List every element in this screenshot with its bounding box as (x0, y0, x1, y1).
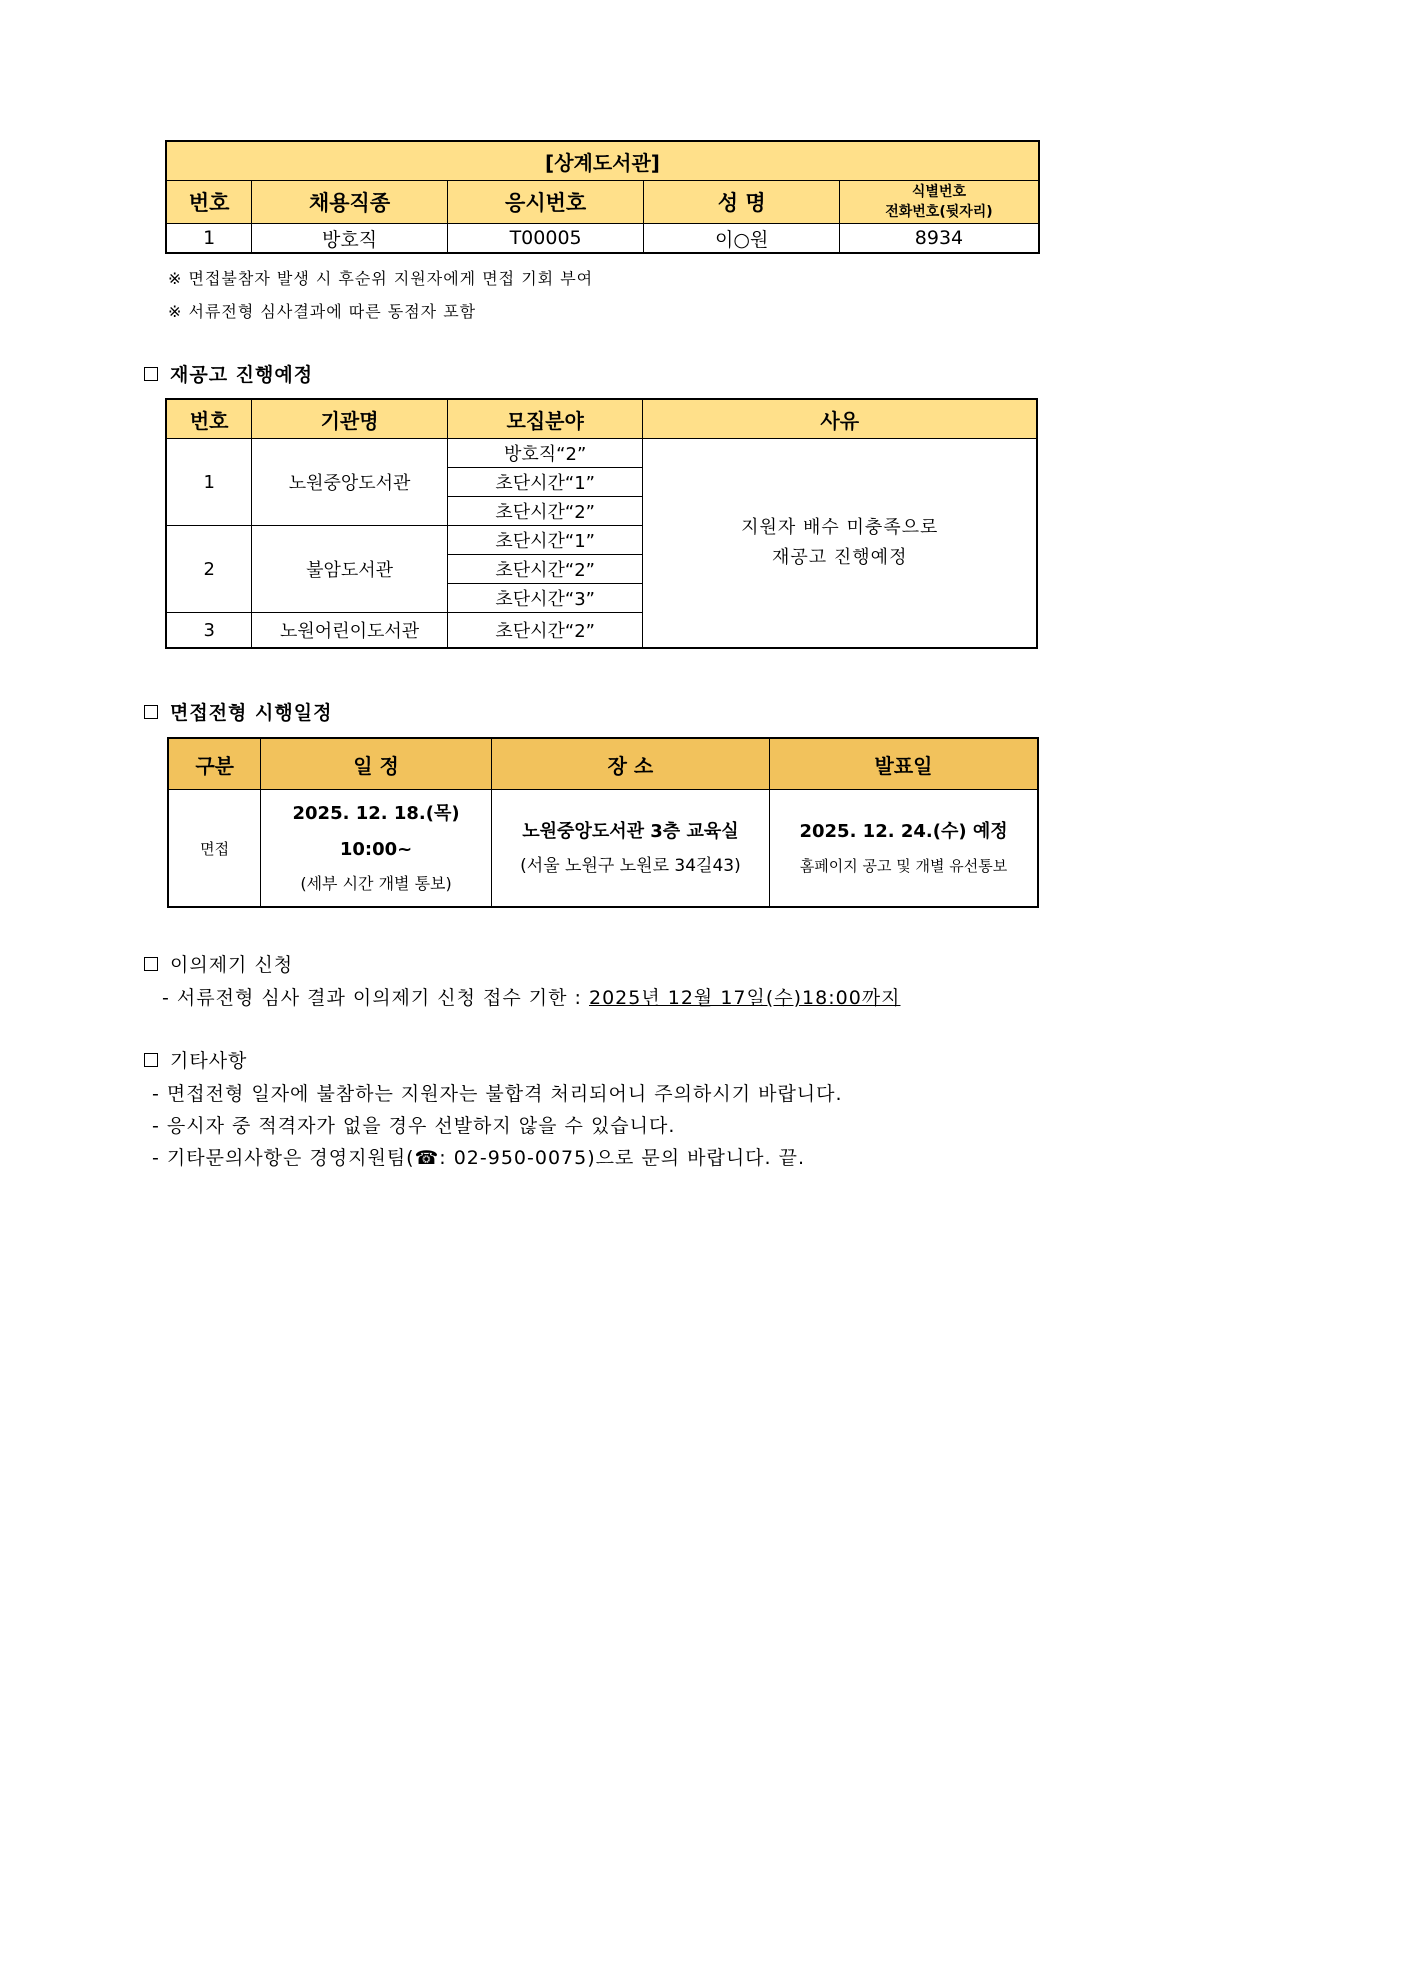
field-cell: 방호직“2” (447, 439, 643, 468)
checkbox-square-icon (144, 367, 158, 381)
cell-exam-no: T00005 (447, 224, 644, 254)
group-1-org: 노원중앙도서관 (252, 439, 448, 526)
objection-heading (144, 950, 293, 977)
objection-title: 이의제기 신청 (170, 954, 294, 976)
header-no: 번호 (166, 181, 252, 224)
field-cell: 초단시간“1” (447, 468, 643, 497)
interview-title: 면접전형 시행일정 (170, 702, 333, 724)
interview-schedule (261, 790, 492, 908)
sanggye-table (165, 140, 1040, 254)
etc-title: 기타사항 (170, 1050, 248, 1072)
header-type: 구분 (168, 738, 261, 790)
note-2: ※ 서류전형 심사결과에 따른 동점자 포함 (168, 302, 477, 321)
header-exam-no: 응시번호 (447, 181, 644, 224)
reason-line2: 재공고 진행예정 (772, 547, 908, 568)
objection-line (162, 983, 901, 1010)
field-cell: 초단시간“2” (447, 497, 643, 526)
group-2-org: 불암도서관 (252, 526, 448, 613)
table-row (166, 224, 1039, 254)
interview-place-name: 노원중앙도서관 3층 교육실 (522, 821, 739, 842)
header-org: 기관명 (252, 399, 448, 439)
readvert-table (165, 398, 1038, 649)
field-cell: 초단시간“1” (447, 526, 643, 555)
reason-line1: 지원자 배수 미충족으로 (741, 517, 939, 538)
header-no: 번호 (166, 399, 252, 439)
interview-date: 2025. 12. 18.(목) (292, 803, 460, 824)
checkbox-square-icon (144, 1053, 158, 1067)
etc-line-3: - 기타문의사항은 경영지원팀(☎: 02-950-0075)으로 문의 바랍니다. 끝. (152, 1147, 806, 1169)
header-schedule: 일 정 (261, 738, 492, 790)
interview-announce (770, 790, 1038, 908)
header-reason: 사유 (643, 399, 1037, 439)
field-cell: 초단시간“2” (447, 555, 643, 584)
header-job: 채용직종 (252, 181, 447, 224)
cell-name: 이○원 (644, 224, 839, 254)
sanggye-title: [상계도서관] (166, 141, 1039, 181)
objection-prefix: - 서류전형 심사 결과 이의제기 신청 접수 기한 : (162, 987, 589, 1009)
announce-note: 홈페이지 공고 및 개별 유선통보 (799, 857, 1008, 875)
readvert-heading (144, 360, 313, 387)
group-3-org: 노원어린이도서관 (252, 613, 448, 649)
interview-time: 10:00~ (339, 839, 413, 860)
field-cell: 초단시간“3” (447, 584, 643, 613)
etc-line-2: - 응시자 중 적격자가 없을 경우 선발하지 않을 수 있습니다. (152, 1115, 676, 1137)
checkbox-square-icon (144, 705, 158, 719)
group-1-no: 1 (166, 439, 252, 526)
header-announce: 발표일 (770, 738, 1038, 790)
checkbox-square-icon (144, 957, 158, 971)
interview-place (491, 790, 769, 908)
header-name: 성 명 (644, 181, 839, 224)
interview-time-note: (세부 시간 개별 통보) (300, 874, 452, 893)
reason-cell (643, 439, 1037, 649)
cell-id: 8934 (839, 224, 1039, 254)
cell-job: 방호직 (252, 224, 447, 254)
objection-deadline: 2025년 12월 17일(수)18:00까지 (589, 987, 901, 1009)
group-3-no: 3 (166, 613, 252, 649)
field-cell: 초단시간“2” (447, 613, 643, 649)
note-1: ※ 면접불참자 발생 시 후순위 지원자에게 면접 기회 부여 (168, 269, 594, 288)
cell-no: 1 (166, 224, 252, 254)
header-id-line2: 전화번호(뒷자리) (885, 204, 993, 220)
interview-type: 면접 (168, 790, 261, 908)
etc-line-1: - 면접전형 일자에 불참하는 지원자는 불합격 처리되어니 주의하시기 바랍니다. (152, 1083, 843, 1105)
readvert-title: 재공고 진행예정 (170, 364, 314, 386)
header-id (839, 181, 1039, 224)
interview-address: (서울 노원구 노원로 34길43) (520, 856, 741, 876)
header-place: 장 소 (491, 738, 769, 790)
announce-date: 2025. 12. 24.(수) 예정 (799, 821, 1008, 842)
interview-heading (144, 698, 332, 725)
etc-heading (144, 1046, 247, 1073)
header-field: 모집분야 (447, 399, 643, 439)
group-2-no: 2 (166, 526, 252, 613)
header-id-line1: 식별번호 (911, 184, 966, 200)
interview-table (167, 737, 1039, 908)
